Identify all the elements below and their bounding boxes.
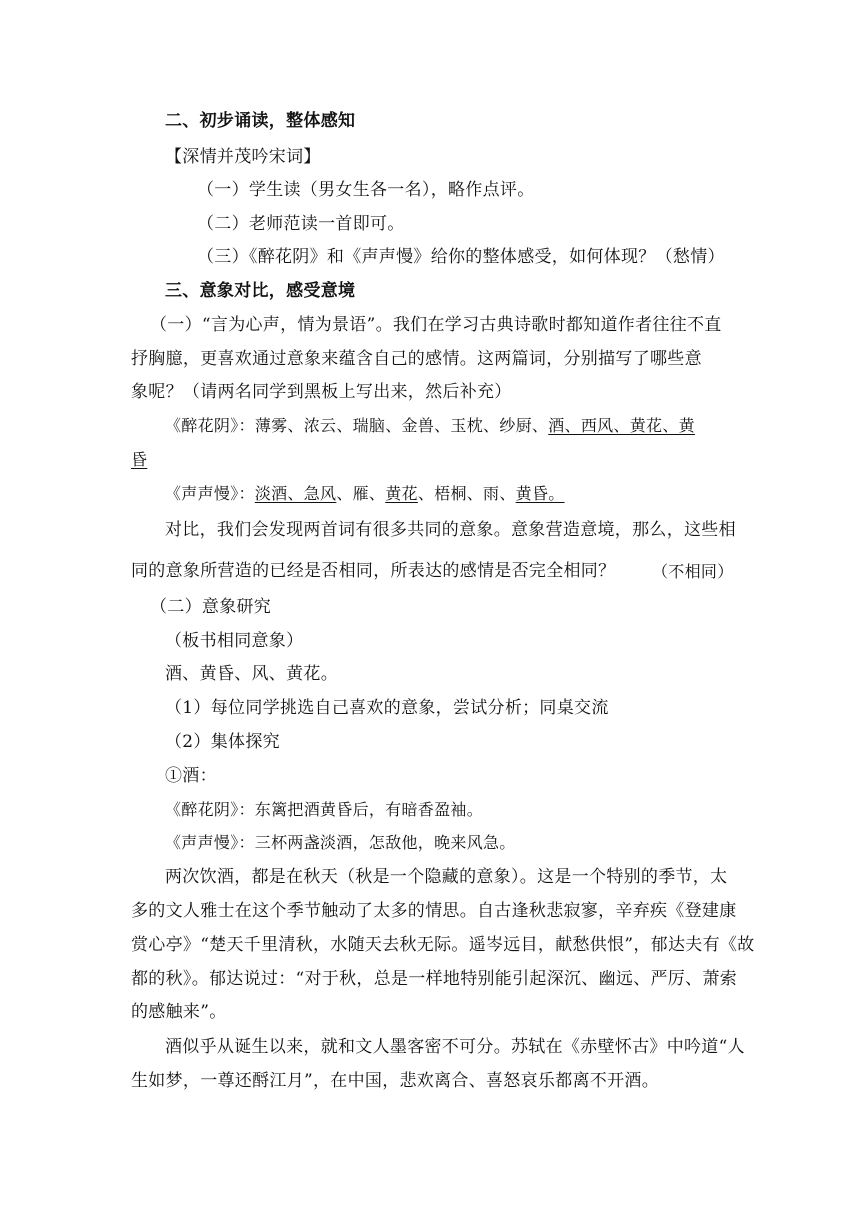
paragraph-line: 多的文人雅士在这个季节触动了太多的情思。自古逢秋悲寂寥，辛弃疾《登建康: [131, 901, 737, 921]
underlined-image: 黄花: [385, 484, 418, 503]
underlined-image: 淡酒、急风: [254, 484, 337, 503]
underlined-image: 黄昏。: [515, 484, 565, 503]
poem-quote: 《醉花阴》：东篱把酒黄昏后，有暗香盈袖。: [165, 800, 484, 819]
section-heading-3: 三、意象对比，感受意境: [165, 281, 356, 301]
paragraph-line: 象呢？（请两名同学到黑板上写出来，然后补充）: [131, 382, 512, 402]
list-item: （一）学生读（男女生各一名），略作点评。: [197, 180, 535, 200]
paragraph-line: 赏心亭》“楚天千里清秋，水随天去秋无际。遥岑远目，献愁供恨”，郁达夫有《故: [131, 935, 755, 955]
shared-images: 酒、黄昏、风、黄花。: [165, 664, 338, 684]
paragraph-line: 的感触来”。: [131, 1002, 227, 1022]
paragraph-line: 两次饮酒，都是在秋天（秋是一个隐藏的意象）。这是一个特别的季节，太: [165, 867, 728, 887]
answer-note: （不相同）: [652, 562, 734, 581]
poem-quote: 《声声慢》：三杯两盏淡酒，怎敌他，晚来风急。: [165, 833, 516, 852]
paragraph-line: 都的秋》。郁达说过：“对于秋，总是一样地特别能引起深沉、幽远、严厉、萧索: [131, 969, 737, 989]
step-item: （1）每位同学挑选自己喜欢的意象，尝试分析；同桌交流: [165, 698, 609, 718]
subsection-label: 【深情并茂吟宋词】: [165, 147, 321, 167]
poem-title-label: 《醉花阴》：: [165, 416, 255, 435]
paragraph-line: 抒胸臆，更喜欢通过意象来蕴含自己的感情。这两篇词，分别描写了哪些意: [131, 349, 702, 369]
shared-images-underlined: 酒、西风、黄花、黄: [548, 416, 695, 435]
paragraph-line: 酒似乎从诞生以来，就和文人墨客密不可分。苏轼在《赤壁怀古》中吟道“人: [165, 1037, 745, 1057]
image-list: 薄雾、浓云、瑞脑、金兽、玉枕、纱厨、: [254, 416, 549, 435]
paragraph-line: 生如梦，一尊还酹江月”，在中国，悲欢离合、喜怒哀乐都离不开酒。: [131, 1071, 659, 1091]
list-item: （二）老师范读一首即可。: [197, 214, 405, 234]
paragraph-line: 同的意象所营造的已经是否相同，所表达的感情是否完全相同？: [131, 561, 616, 581]
step-item: （2）集体探究: [165, 732, 280, 752]
list-item: （三）《醉花阴》和《声声慢》给你的整体感受，如何体现？（愁情）: [197, 247, 725, 267]
paragraph-line: （一）“言为心声，情为景语”。我们在学习古典诗歌时都知道作者往往不直: [150, 315, 722, 335]
subsection-label: （二）意象研究: [150, 597, 272, 617]
board-note: （板书相同意象）: [165, 631, 304, 651]
image-list: 、梧桐、雨、: [417, 484, 516, 503]
poem-title-label: 《声声慢》：: [165, 484, 255, 503]
section-heading-2: 二、初步诵读，整体感知: [165, 111, 356, 131]
image-heading-wine: ①酒：: [165, 766, 217, 786]
image-list: 、雁、: [336, 484, 386, 503]
shengshengman-images-line: [165, 483, 565, 505]
paragraph-line: 对比，我们会发现两首词有很多共同的意象。意象营造意境，那么，这些相: [165, 520, 736, 540]
zuihuayin-images-line: [165, 415, 695, 437]
image-list-continuation: 昏: [131, 450, 148, 469]
